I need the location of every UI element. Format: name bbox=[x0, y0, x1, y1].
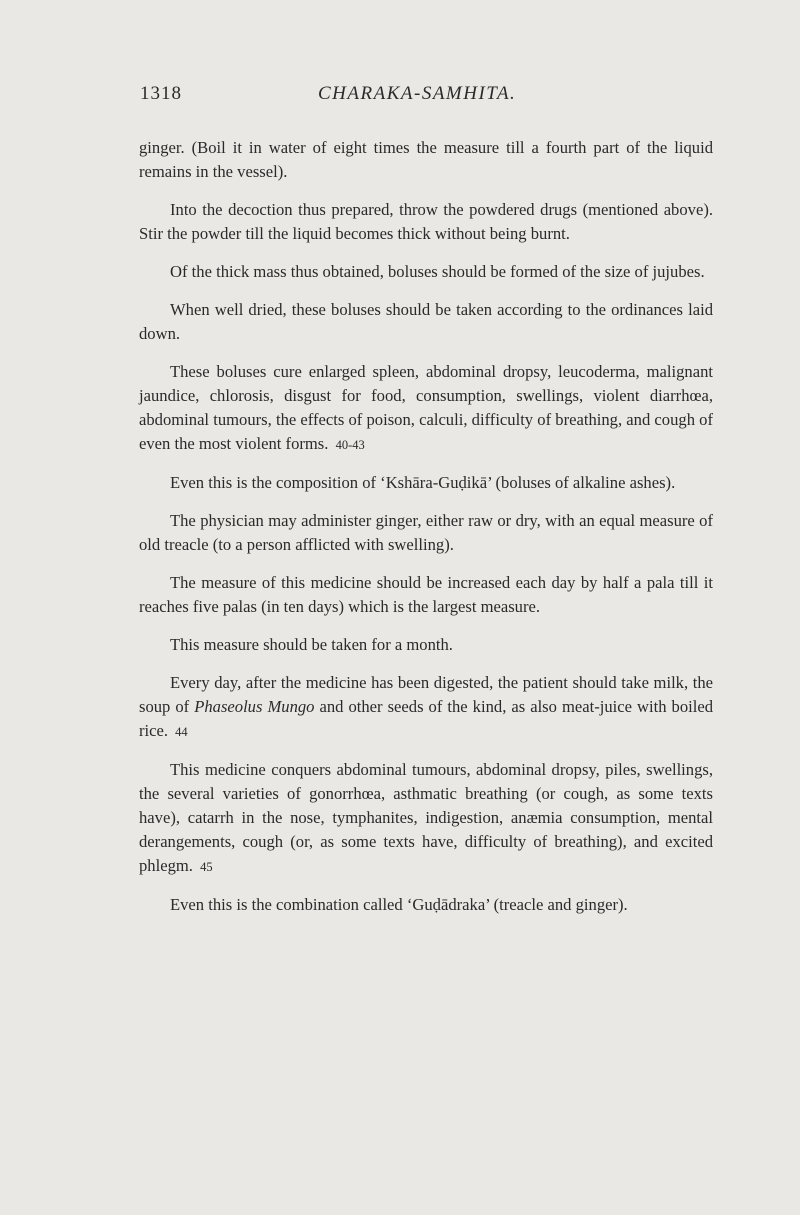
paragraph-12: Even this is the combination called ‘Guḍādraka’ (treacle and ginger). bbox=[170, 895, 628, 914]
paragraph-2: Into the decoction thus prepared, throw the powdered drugs (mentioned above). Stir the powder till the liquid becomes thick without being burnt. bbox=[139, 200, 713, 243]
verse-number: 40-43 bbox=[335, 438, 365, 452]
paragraph-5-text: These boluses cure enlarged spleen, abdominal dropsy, leucoderma, malignant jaundice, chlorosis, disgust for food, consumption, swellings, violent diarrhœa, abdominal tumours, the effects of poison, calculi, difficulty of breathing, and cough of even the most violent forms. bbox=[139, 362, 713, 453]
verse-number: 45 bbox=[200, 860, 213, 874]
paragraph-1: ginger. (Boil it in water of eight times the measure till a fourth part of the liquid remains in the vessel). bbox=[139, 138, 713, 181]
paragraph-4: When well dried, these boluses should be taken according to the ordinances laid down. bbox=[139, 300, 713, 343]
running-title: CHARAKA-SAMHITA. bbox=[318, 83, 517, 104]
body-text bbox=[139, 136, 713, 931]
paragraph-8: The measure of this medicine should be increased each day by half a pala till it reaches five palas (in ten days) which is the largest measure. bbox=[139, 573, 713, 616]
paragraph-6: Even this is the composition of ‘Kshāra-Guḍikā’ (boluses of alkaline ashes). bbox=[170, 473, 676, 492]
paragraph-10 bbox=[139, 671, 713, 744]
paragraph-7: The physician may administer ginger, either raw or dry, with an equal measure of old treacle (to a person afflicted with swelling). bbox=[139, 511, 713, 554]
page-number: 1318 bbox=[140, 83, 182, 104]
verse-number: 44 bbox=[175, 725, 188, 739]
paragraph-11-text: This medicine conquers abdominal tumours, abdominal dropsy, piles, swellings, the several varieties of gonorrhœa, asthmatic breathing (or cough, as some texts have), catarrh in the nose, tymphanites, indigestion, anæmia consumption, mental derangements, cough (or, as some texts have, difficulty of breathing), and excited phlegm. bbox=[139, 760, 713, 875]
species-name: Phaseolus Mungo bbox=[194, 697, 315, 716]
paragraph-3: Of the thick mass thus obtained, boluses should be formed of the size of jujubes. bbox=[170, 262, 705, 281]
paragraph-9: This measure should be taken for a month. bbox=[170, 635, 453, 654]
paragraph-10-text-b: and other seeds of the kind, as also meat-juice with boiled rice. bbox=[139, 697, 713, 740]
page-header bbox=[140, 83, 712, 113]
paragraph-11 bbox=[139, 758, 713, 879]
paragraph-5 bbox=[139, 360, 713, 457]
paragraph-10-text-a: Every day, after the medicine has been digested, the patient should take milk, the soup of bbox=[139, 673, 713, 716]
